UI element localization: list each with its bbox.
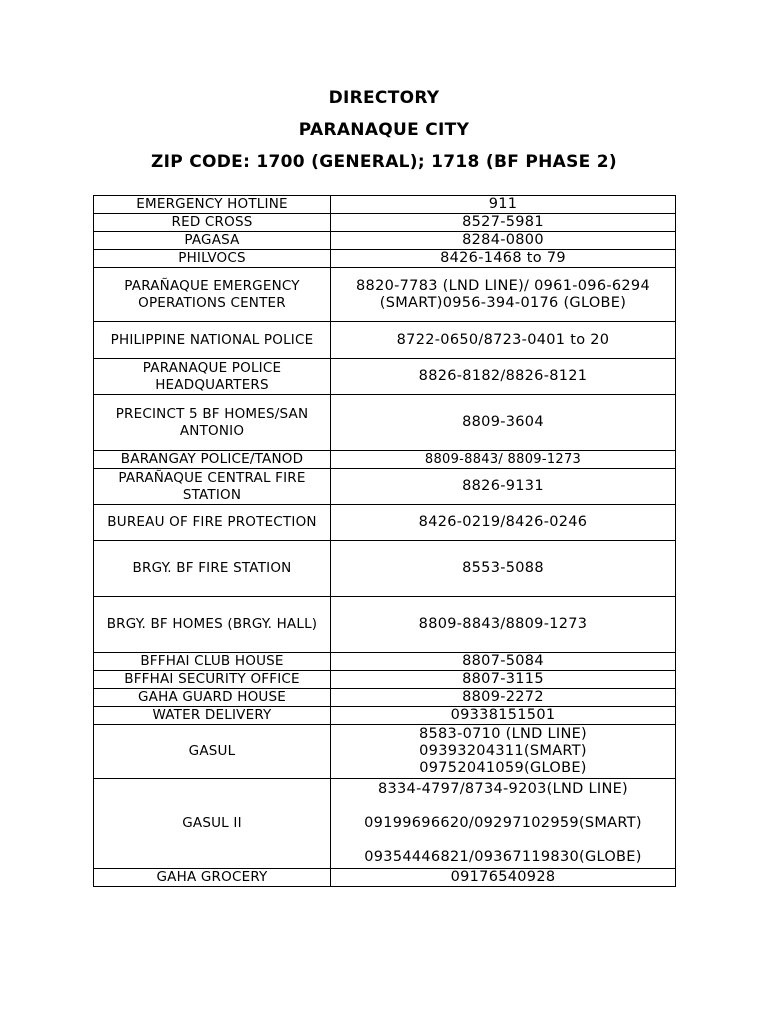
contact-name: PAGASA bbox=[94, 232, 331, 250]
table-row bbox=[94, 505, 676, 541]
contact-name: GASUL II bbox=[94, 779, 331, 869]
table-row bbox=[94, 214, 676, 232]
table-row bbox=[94, 232, 676, 250]
table-row bbox=[94, 451, 676, 469]
table-row bbox=[94, 196, 676, 214]
globe-number: 09354446821/09367119830(GLOBE) bbox=[364, 849, 642, 865]
contact-number: 911 bbox=[331, 196, 676, 214]
table-row bbox=[94, 541, 676, 597]
directory-title: DIRECTORY bbox=[328, 88, 440, 108]
table-row bbox=[94, 359, 676, 395]
table-row bbox=[94, 869, 676, 887]
globe-number: 09752041059(GLOBE) bbox=[419, 760, 587, 776]
landline-number: 8583-0710 (LND LINE) bbox=[418, 726, 588, 742]
contact-name: BFFHAI SECURITY OFFICE bbox=[94, 671, 331, 689]
contact-name: PHILIPPINE NATIONAL POLICE bbox=[94, 322, 331, 359]
contact-name: GAHA GUARD HOUSE bbox=[94, 689, 331, 707]
contact-number: 8426-0219/8426-0246 bbox=[331, 505, 676, 541]
contact-name: PRECINCT 5 BF HOMES/SAN ANTONIO bbox=[94, 395, 331, 451]
zip-code-heading: ZIP CODE: 1700 (GENERAL); 1718 (BF PHASE 2) bbox=[151, 152, 617, 172]
contact-name: GAHA GROCERY bbox=[94, 869, 331, 887]
table-row bbox=[94, 707, 676, 725]
contact-number: 8809-2272 bbox=[331, 689, 676, 707]
contact-number: 09338151501 bbox=[331, 707, 676, 725]
contact-number: 8807-5084 bbox=[331, 653, 676, 671]
contact-number: 8809-3604 bbox=[331, 395, 676, 451]
table-row bbox=[94, 779, 676, 869]
city-heading: PARANAQUE CITY bbox=[298, 120, 470, 140]
contact-name: GASUL bbox=[94, 725, 331, 779]
contact-name: BFFHAI CLUB HOUSE bbox=[94, 653, 331, 671]
contact-name: BARANGAY POLICE/TANOD bbox=[94, 451, 331, 469]
contact-number: 8807-3115 bbox=[331, 671, 676, 689]
landline-number: 8334-4797/8734-9203(LND LINE) bbox=[377, 781, 629, 797]
table-row bbox=[94, 725, 676, 779]
contact-name: PHILVOCS bbox=[94, 250, 331, 268]
contact-name: RED CROSS bbox=[94, 214, 331, 232]
contact-number: 8284-0800 bbox=[331, 232, 676, 250]
contact-name: PARAÑAQUE EMERGENCY OPERATIONS CENTER bbox=[94, 268, 331, 322]
contact-name: BRGY. BF FIRE STATION bbox=[94, 541, 331, 597]
table-row bbox=[94, 469, 676, 505]
contact-number-group bbox=[331, 779, 676, 869]
table-row bbox=[94, 689, 676, 707]
contact-number: 09176540928 bbox=[331, 869, 676, 887]
directory-table bbox=[93, 195, 676, 887]
table-row bbox=[94, 653, 676, 671]
contact-number: 8553-5088 bbox=[331, 541, 676, 597]
blank-line bbox=[335, 798, 671, 815]
contact-number: 8809-8843/ 8809-1273 bbox=[331, 451, 676, 469]
contact-name: PARAÑAQUE CENTRAL FIRE STATION bbox=[94, 469, 331, 505]
contact-name: PARANAQUE POLICE HEADQUARTERS bbox=[94, 359, 331, 395]
contact-name: BUREAU OF FIRE PROTECTION bbox=[94, 505, 331, 541]
contact-number: 8426-1468 to 79 bbox=[331, 250, 676, 268]
table-row bbox=[94, 395, 676, 451]
smart-number: 09393204311(SMART) bbox=[419, 743, 587, 759]
contact-number: 8826-8182/8826-8121 bbox=[331, 359, 676, 395]
contact-number: 8820-7783 (LND LINE)/ 0961-096-6294 (SMART)0956-394-0176 (GLOBE) bbox=[331, 268, 676, 322]
smart-number: 09199696620/09297102959(SMART) bbox=[364, 815, 642, 831]
contact-name: WATER DELIVERY bbox=[94, 707, 331, 725]
contact-number: 8527-5981 bbox=[331, 214, 676, 232]
contact-number: 8722-0650/8723-0401 to 20 bbox=[331, 322, 676, 359]
contact-name: BRGY. BF HOMES (BRGY. HALL) bbox=[94, 597, 331, 653]
table-row bbox=[94, 671, 676, 689]
table-row bbox=[94, 268, 676, 322]
contact-number: 8826-9131 bbox=[331, 469, 676, 505]
table-row bbox=[94, 250, 676, 268]
contact-number: 8809-8843/8809-1273 bbox=[331, 597, 676, 653]
table-row bbox=[94, 597, 676, 653]
blank-line bbox=[335, 832, 671, 849]
contact-name: EMERGENCY HOTLINE bbox=[94, 196, 331, 214]
contact-number-group bbox=[331, 725, 676, 779]
table-row bbox=[94, 322, 676, 359]
